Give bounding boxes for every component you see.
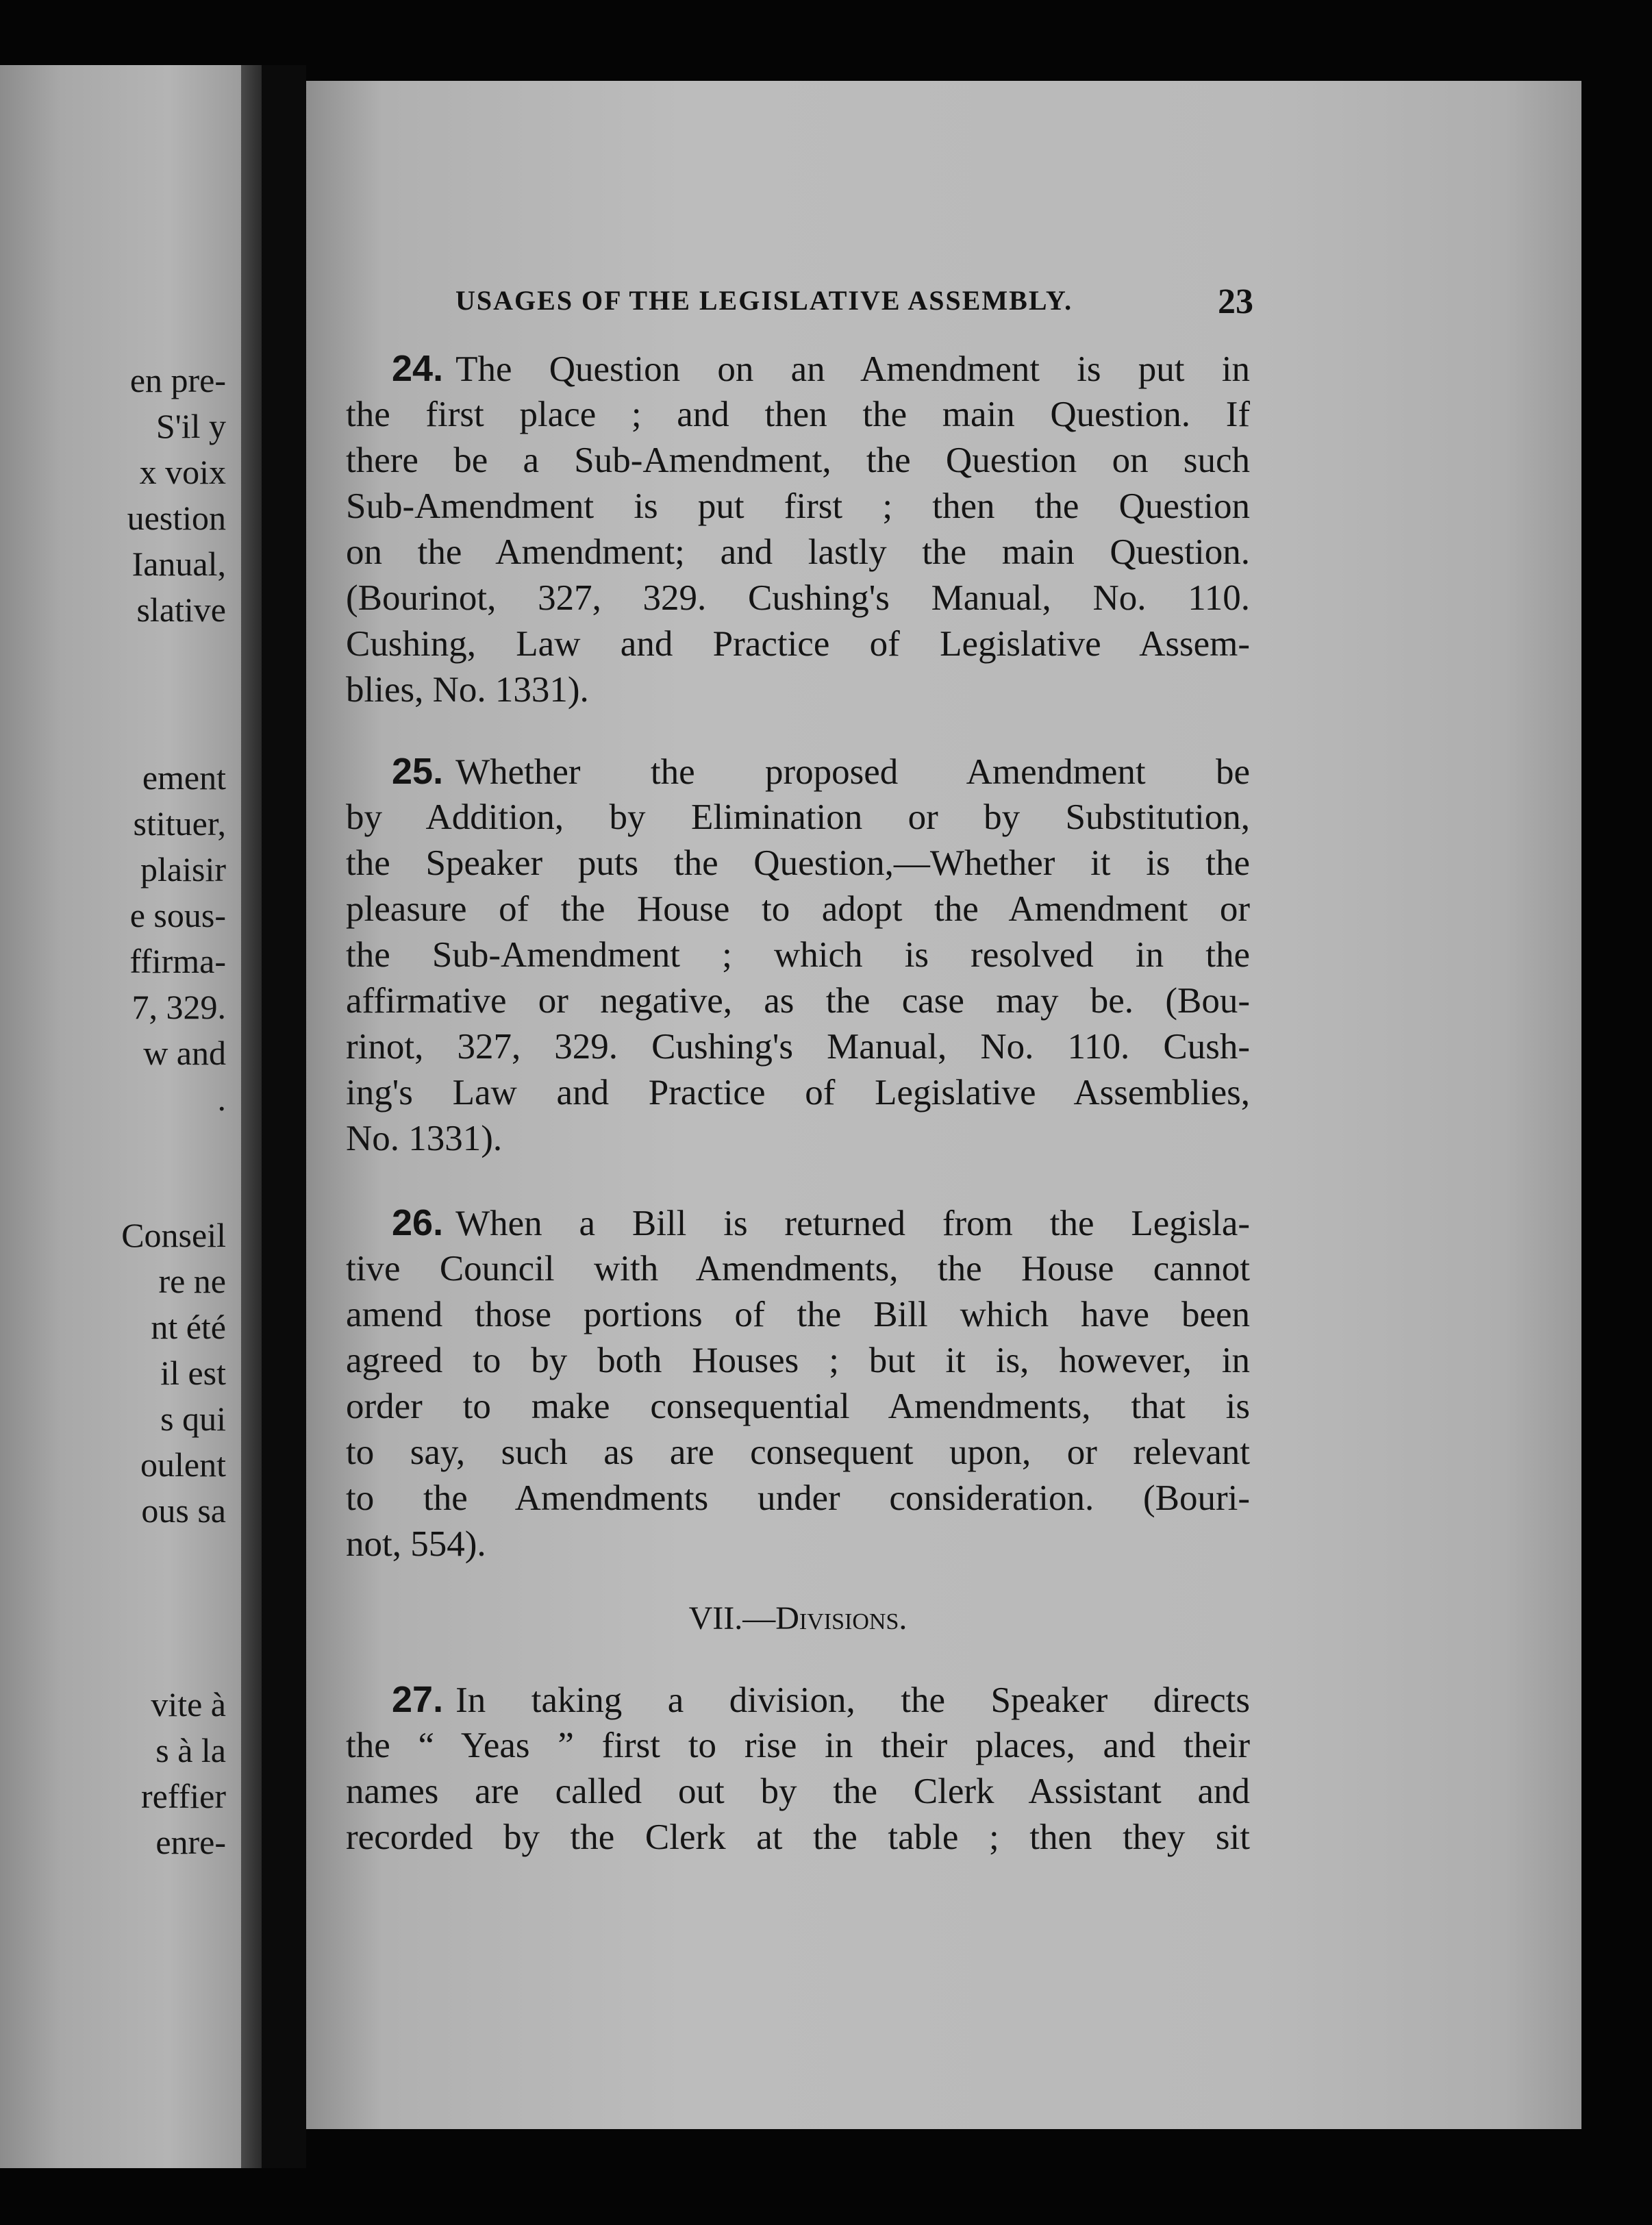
paragraph-line: to the Amendments under consideration. (Bouri- (346, 1478, 1250, 1518)
left-page-line: ffirma- (129, 942, 226, 980)
left-page-line: s qui (160, 1400, 226, 1438)
paragraph-line: tive Council with Amendments, the House cannot (346, 1249, 1250, 1289)
paragraph-line: on the Amendment; and lastly the main Question. (346, 532, 1250, 572)
paragraph-line: the Sub-Amendment ; which is resolved in the (346, 935, 1250, 975)
paragraph-number: 26. (392, 1202, 444, 1243)
paragraph-text: In taking a division, the Speaker directs (455, 1680, 1250, 1720)
left-page-line: stituer, (133, 804, 226, 843)
left-page-line: re ne (158, 1262, 226, 1300)
left-page-line: e sous- (129, 896, 226, 934)
paragraph-line: ing's Law and Practice of Legislative Assemblies, (346, 1073, 1250, 1112)
left-page-line: slative (136, 591, 226, 629)
left-page-line: nt été (151, 1308, 226, 1346)
paragraph-line: agreed to by both Houses ; but it is, however, in (346, 1341, 1250, 1380)
paragraph-line (392, 346, 1250, 391)
left-page-line: reffier (141, 1777, 226, 1815)
paragraph-line (392, 1677, 1250, 1722)
paragraph-line: Sub-Amendment is put first ; then the Question (346, 486, 1250, 526)
left-page-line: Ianual, (132, 545, 226, 583)
paragraph-text: The Question on an Amendment is put in (455, 349, 1250, 389)
paragraph-line: to say, such as are consequent upon, or relevant (346, 1432, 1250, 1472)
running-head (455, 284, 1253, 325)
left-page-line: . (217, 1080, 226, 1118)
paragraph-line: order to make consequential Amendments, that is (346, 1387, 1250, 1426)
paragraph-line: affirmative or negative, as the case may be. (Bou- (346, 981, 1250, 1021)
left-page-line: x voix (139, 453, 226, 491)
section-heading (346, 1600, 1250, 1637)
paragraph-number: 25. (392, 751, 444, 792)
left-page-line: enre- (155, 1823, 226, 1861)
left-page-line: vite à (151, 1685, 226, 1724)
paragraph-line: names are called out by the Clerk Assistant and (346, 1772, 1250, 1811)
left-page-line: 7, 329. (132, 988, 226, 1026)
left-page-line: oulent (140, 1445, 226, 1484)
paragraph-line: blies, No. 1331). (346, 670, 589, 710)
paragraph-line (392, 1200, 1250, 1245)
page-gutter (241, 65, 262, 2168)
paragraph-number: 27. (392, 1679, 444, 1720)
left-page-line: plaisir (140, 850, 226, 888)
left-page-line: w and (143, 1034, 226, 1072)
section-title: Divisions. (775, 1600, 908, 1637)
paragraph-line: there be a Sub-Amendment, the Question on such (346, 440, 1250, 480)
paragraph-line: pleasure of the House to adopt the Amendment or (346, 889, 1250, 929)
paragraph-line: Cushing, Law and Practice of Legislative Assem- (346, 624, 1250, 664)
left-page-line: il est (160, 1354, 226, 1392)
paragraph-line: not, 554). (346, 1524, 486, 1564)
left-page-line: ous sa (141, 1491, 226, 1530)
left-page-line: s à la (155, 1731, 226, 1769)
left-page-line: S'il y (155, 407, 226, 445)
paragraph-line: by Addition, by Elimination or by Substitution, (346, 797, 1250, 837)
paragraph-line: recorded by the Clerk at the table ; then they sit (346, 1817, 1250, 1857)
paragraph-text: When a Bill is returned from the Legisla- (455, 1204, 1250, 1243)
paragraph-line: rinot, 327, 329. Cushing's Manual, No. 110. Cush- (346, 1027, 1250, 1067)
left-page-line: uestion (127, 499, 226, 537)
paragraph-line: the “ Yeas ” first to rise in their places, and their (346, 1726, 1250, 1765)
paragraph-line: (Bourinot, 327, 329. Cushing's Manual, No. 110. (346, 578, 1250, 618)
running-head-title: USAGES OF THE LEGISLATIVE ASSEMBLY. (455, 285, 1073, 316)
paragraph-line: No. 1331). (346, 1119, 503, 1158)
book-spine (262, 65, 306, 2168)
left-page (0, 65, 241, 2168)
left-page-line: en pre- (129, 361, 226, 399)
paragraph-text: Whether the proposed Amendment be (455, 752, 1250, 792)
page-number: 23 (1218, 282, 1253, 321)
section-numeral: VII.— (688, 1600, 776, 1637)
paragraph-number: 24. (392, 348, 444, 389)
paragraph-line: the Speaker puts the Question,—Whether it is the (346, 843, 1250, 883)
paragraph-line: amend those portions of the Bill which have been (346, 1295, 1250, 1334)
left-page-line: Conseil (121, 1216, 226, 1254)
paragraph-line (392, 749, 1250, 794)
left-page-line: ement (142, 758, 226, 797)
paragraph-line: the first place ; and then the main Question. If (346, 395, 1250, 434)
